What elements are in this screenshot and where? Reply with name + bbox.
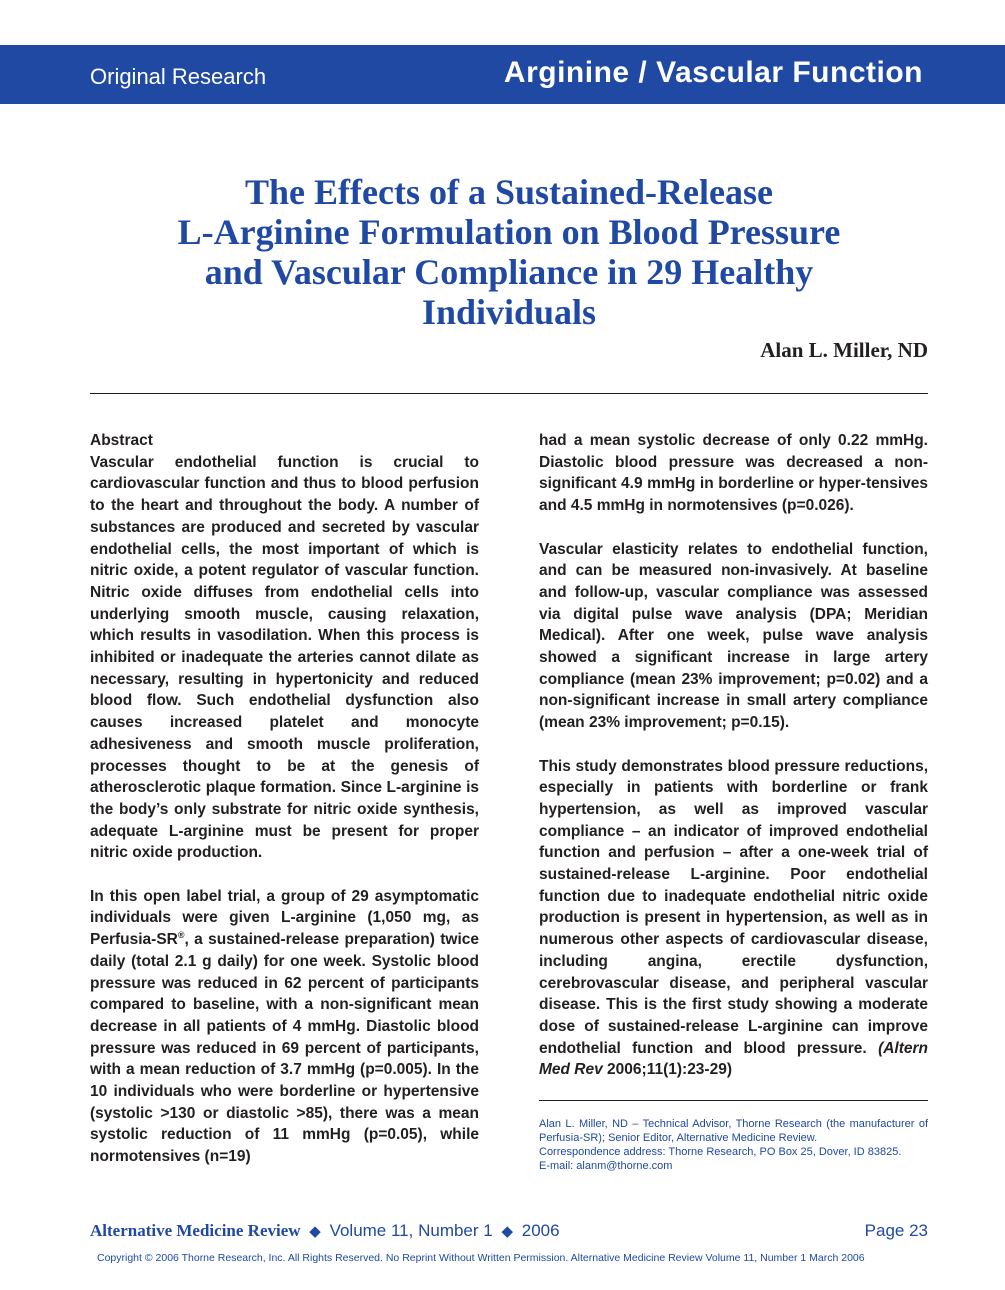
paragraph-text: In this open label trial, a group of 29 asymptomatic individuals were given L-arginine (1,050 mg, as Perfusia-SR [90,887,479,949]
citation-journal: (Altern Med Rev [539,1039,929,1079]
right-column [539,430,928,1081]
author-name: Alan L. Miller, ND [760,338,928,362]
abstract-paragraph-2 [90,886,479,1168]
title-line: and Vascular Compliance in 29 Healthy [204,252,814,292]
citation-details: 2006;11(1):23-29) [602,1061,732,1079]
registered-mark: ® [177,930,185,940]
abstract-paragraph-5 [539,756,928,1082]
title-line: The Effects of a Sustained-Release [245,172,773,212]
section-label: Original Research [90,64,267,89]
affiliation-line: Alan L. Miller, ND – Technical Advisor, Thorne Research (the manufacturer of Perfusia-SR); Senior Editor, Alternative Medicine Review. [539,1118,928,1144]
correspondence-line: Correspondence address: Thorne Research, PO Box 25, Dover, ID 83825. [539,1146,902,1158]
footer-journal-info [90,1221,560,1241]
diamond-icon: ◆ [501,1223,514,1240]
diamond-icon: ◆ [309,1223,321,1240]
topic-label: Arginine / Vascular Function [503,56,923,89]
affiliation-divider [539,1100,928,1101]
header-banner [0,45,1005,104]
paragraph-text: This study demonstrates blood pressure reductions, especially in patients with borderline or frank hypertension, as well as improved vascular compliance – an indicator of improved endothelial function and perfusion – after a one-week trial of sustained-release L-arginine. Poor endothelial function due to inadequate endothelial nitric oxide production is present in hypertension, as well as in numerous other aspects of cardiovascular disease, including angina, erectile dysfunction, cerebrovascular disease, and peripheral vascular disease. This is the first study showing a moderate dose of sustained-release L-arginine can improve endothelial function and blood pressure. [539,757,928,1057]
volume-number: Volume 11, Number 1 [329,1221,493,1240]
publication-year: 2006 [521,1221,560,1240]
copyright-notice: Copyright © 2006 Thorne Research, Inc. All Rights Reserved. No Reprint Without Written Permission. Alternative Medicine Review Volume 11, Number 1 March 2006 [97,1252,865,1264]
left-column [90,430,479,1168]
title-divider [90,393,928,394]
article-title [90,172,928,332]
abstract-paragraph-1: Vascular endothelial function is crucial to cardiovascular function and thus to blood perfusion to the heart and throughout the body. A number of substances are produced and secreted by vascular endothelial cells, the most important of which is nitric oxide, a potent regulator of vascular function. Nitric oxide diffuses from endothelial cells into underlying smooth muscle, causing relaxation, which results in vasodilation. When this process is inhibited or inadequate the arteries cannot dilate as necessary, resulting in hypertonicity and reduced blood flow. Such endothelial dysfunction also causes increased platelet and monocyte adhesiveness and smooth muscle proliferation, processes thought to be at the genesis of atherosclerotic plaque formation. Since L-arginine is the body’s only substrate for nitric oxide synthesis, adequate L-arginine must be present for proper nitric oxide production. [90,453,479,862]
page-number: Page 23 [864,1221,928,1240]
abstract-paragraph-4: Vascular elasticity relates to endothelial function, and can be measured non-invasively. At baseline and follow-up, vascular compliance was assessed via digital pulse wave analysis (DPA; Meridian Medical). After one week, pulse wave analysis showed a significant increase in large artery compliance (mean 23% improvement; p=0.02) and a non-significant increase in small artery compliance (mean 23% improvement; p=0.15). [539,540,928,732]
paragraph-text: , a sustained-release preparation) twice daily (total 2.1 g daily) for one week. Systolic blood pressure was reduced in 62 percent of participants compared to baseline, with a non-significant mean decrease in all patients of 4 mmHg. Diastolic blood pressure was reduced in 69 percent of participants, with a mean reduction of 3.7 mmHg (p=0.005). In the 10 individuals who were borderline or hypertensive (systolic >130 or diastolic >85), there was a mean systolic reduction of 11 mmHg (p=0.05), while normotensives (n=19) [90,931,479,1166]
abstract-heading: Abstract [90,432,153,449]
title-line: Individuals [421,292,597,332]
email-line: E-mail: alanm@thorne.com [539,1160,673,1172]
title-line: L-Arginine Formulation on Blood Pressure [177,212,841,252]
journal-name: Alternative Medicine Review [90,1221,301,1240]
abstract-paragraph-3: had a mean systolic decrease of only 0.22 mmHg. Diastolic blood pressure was decreased a non-significant 4.9 mmHg in borderline or hyper-tensives and 4.5 mmHg in normotensives (p=0.026). [539,432,928,515]
author-affiliation [539,1117,928,1173]
